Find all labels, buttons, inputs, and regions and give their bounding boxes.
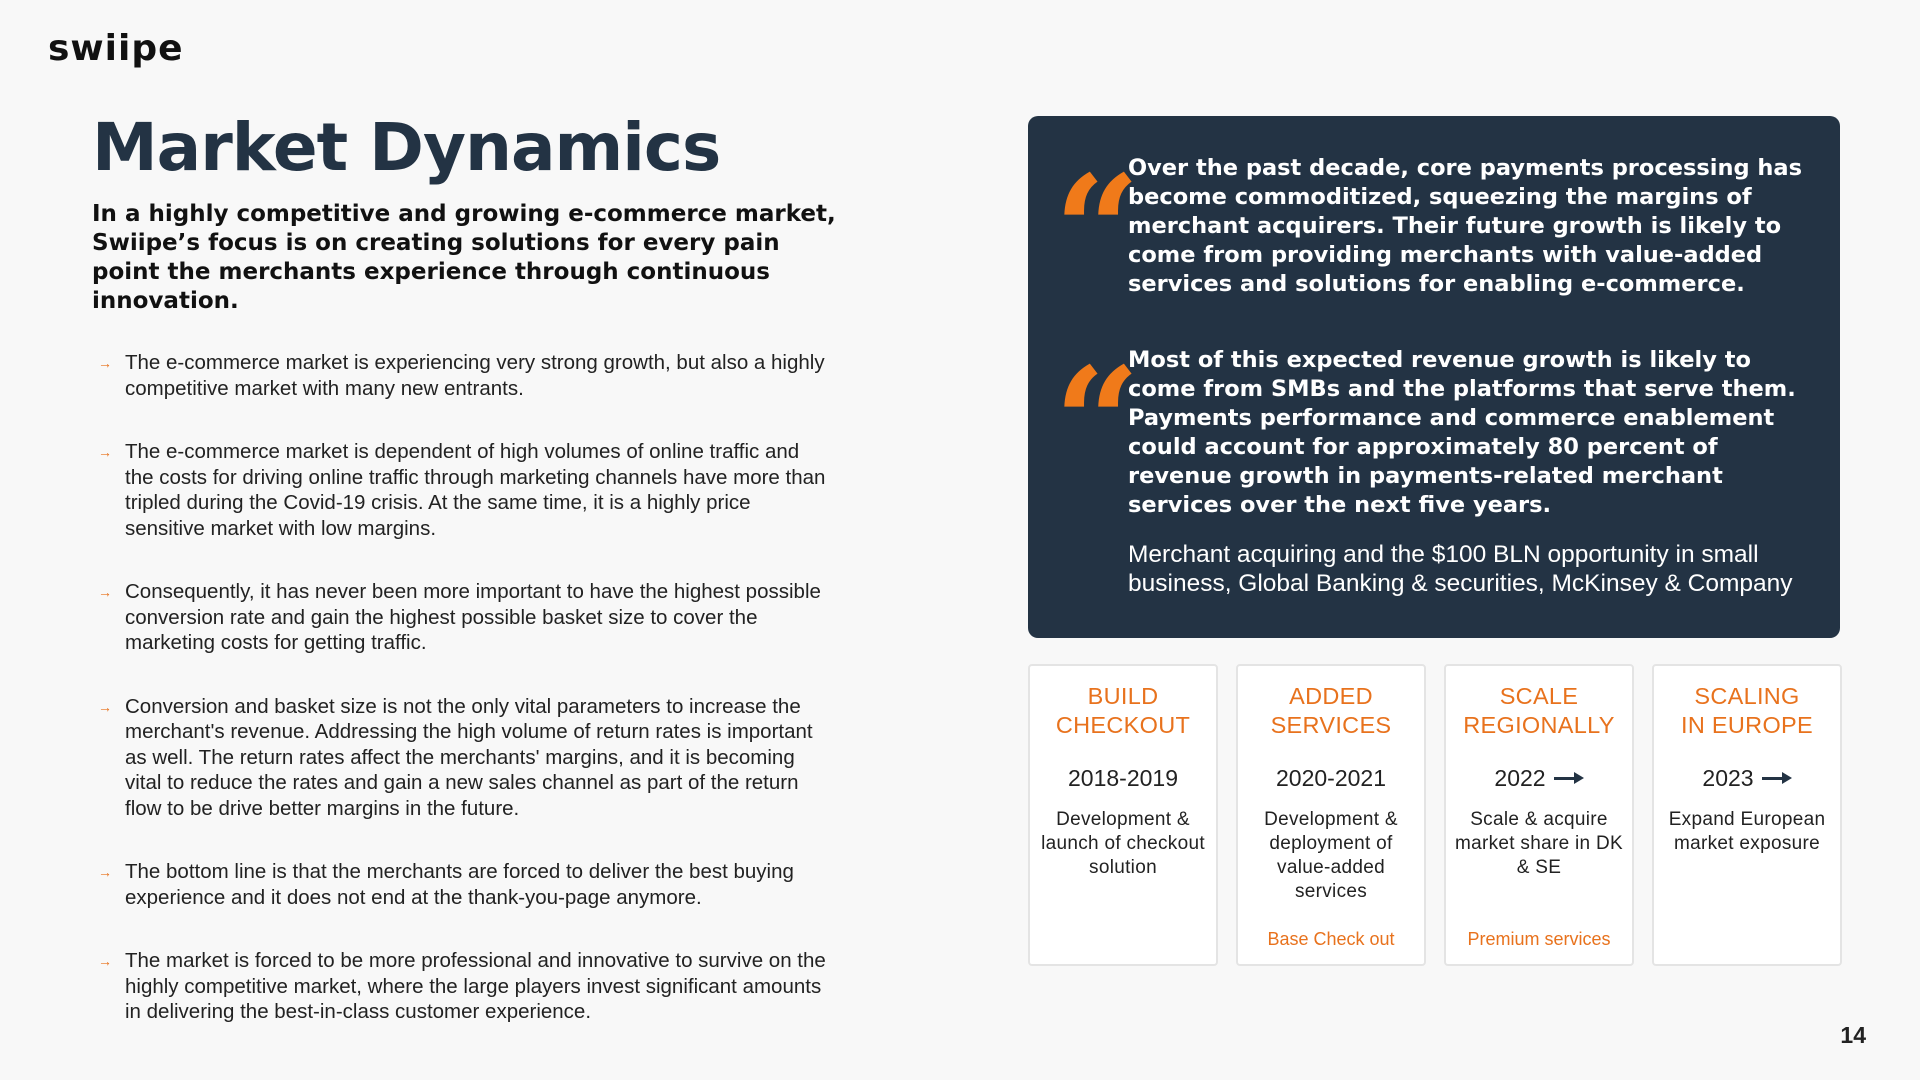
page-number: 14 xyxy=(1840,1022,1866,1048)
card-title: SCALE REGIONALLY xyxy=(1463,683,1615,738)
card-title: SCALING IN EUROPE xyxy=(1681,683,1813,738)
card-tag: Base Check out xyxy=(1267,929,1395,949)
arrow-right-icon xyxy=(1554,772,1584,784)
bullet-text: The e-commerce market is dependent of high volumes of online traffic and the costs for driving online traffic through marketing channels have more than tripled during the Covid-19 crisis. At the same time, it is a highly price sensitive market with low margins. xyxy=(125,440,826,540)
card-year-text: 2018-2019 xyxy=(1068,765,1178,791)
card-year xyxy=(1238,764,1424,792)
bullet-item xyxy=(92,350,832,401)
bullet-text: The e-commerce market is experiencing very strong growth, but also a highly competitive market with many new entrants. xyxy=(125,351,825,400)
swiipe-logo: swiipe xyxy=(48,28,184,69)
left-column xyxy=(92,108,852,1063)
arrow-right-icon: → xyxy=(98,864,112,880)
bullet-text: The bottom line is that the merchants are forced to deliver the best buying experience and it does not end at the thank-you-page anymore. xyxy=(125,860,794,909)
arrow-right-icon: → xyxy=(98,584,112,600)
arrow-right-icon: → xyxy=(98,444,112,460)
card-description: Scale & acquire market share in DK & SE xyxy=(1454,809,1623,878)
quote-text-1: Over the past decade, core payments processing has become commoditized, squeezing the margins of merchant acquirers. Their future growth is likely to come from providing merchants with value-added services and solutions for enabling e-commerce. xyxy=(1128,155,1803,297)
card-description: Development & launch of checkout solution xyxy=(1041,809,1205,878)
bullet-item xyxy=(92,439,832,541)
card-year-text: 2020-2021 xyxy=(1276,765,1386,791)
timeline-cards xyxy=(1028,664,1841,966)
card-year-text: 2022 xyxy=(1494,765,1546,791)
bullet-item xyxy=(92,579,832,656)
quote-text-2: Most of this expected revenue growth is likely to come from SMBs and the platforms that serve them. Payments performance and commerce enablement could account for approximately 80 percent of revenue growth in payments-related merchant services over the next five years. xyxy=(1128,347,1796,518)
card-tag: Premium services xyxy=(1467,929,1611,949)
quote-mark-icon: “ xyxy=(1054,335,1141,511)
card-title: BUILD CHECKOUT xyxy=(1055,683,1191,738)
arrow-right-icon xyxy=(1762,772,1792,784)
bullet-text: The market is forced to be more professional and innovative to survive on the highly competitive market, where the large players invest significant amounts in delivering the best-in-class customer experience. xyxy=(125,949,826,1023)
arrow-right-icon: → xyxy=(98,698,112,715)
timeline-card xyxy=(1652,664,1842,966)
quote-box xyxy=(1028,116,1840,638)
timeline-card xyxy=(1444,664,1634,966)
quote-source: Merchant acquiring and the $100 BLN opportunity in small business, Global Banking & securities, McKinsey & Company xyxy=(1128,541,1793,597)
timeline-card xyxy=(1236,664,1426,966)
bullet-item xyxy=(92,694,832,822)
timeline-card xyxy=(1028,664,1218,966)
card-description: Expand European market exposure xyxy=(1668,809,1826,854)
bullet-text: Consequently, it has never been more important to have the highest possible conversion rate and gain the highest possible basket size to cover the marketing costs for getting traffic. xyxy=(125,580,821,654)
quote-mark-icon: “ xyxy=(1054,143,1141,319)
page-title: Market Dynamics xyxy=(92,109,721,186)
card-year xyxy=(1446,764,1632,792)
arrow-right-icon: → xyxy=(98,355,112,371)
arrow-right-icon: → xyxy=(98,953,112,969)
card-year-text: 2023 xyxy=(1702,765,1754,791)
card-year xyxy=(1030,764,1216,792)
card-title: ADDED SERVICES xyxy=(1270,683,1392,738)
bullet-text: Conversion and basket size is not the only vital parameters to increase the merchant's revenue. Addressing the high volume of return rates is important as well. The return rates affect the merchants' margins, and it is becoming vital to reduce the rates and gain a new sales channel as part of the return flow to be drive better margins in the future. xyxy=(125,694,813,820)
bullet-list xyxy=(92,350,832,1025)
card-year xyxy=(1654,764,1840,792)
bullet-item xyxy=(92,859,832,910)
card-description: Development & deployment of value-added services xyxy=(1264,809,1398,902)
bullet-item xyxy=(92,948,832,1025)
page-subtitle: In a highly competitive and growing e-commerce market, Swiipe’s focus is on creating solutions for every pain point the merchants experience through continuous innovation. xyxy=(92,201,836,314)
